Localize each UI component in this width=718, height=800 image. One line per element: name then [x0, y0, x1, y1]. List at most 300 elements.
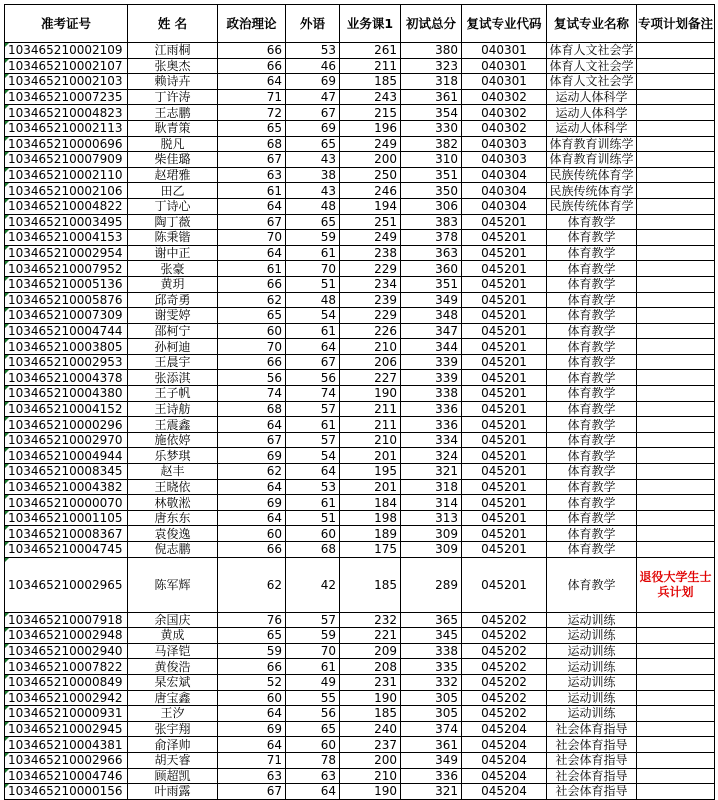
note-cell: [637, 628, 715, 644]
major-code-cell: 045201: [462, 401, 547, 417]
note-cell: [637, 479, 715, 495]
total-score-cell: 306: [401, 198, 462, 214]
politics-score-cell: 70: [218, 230, 286, 246]
course1-score-cell: 211: [340, 401, 401, 417]
note-cell: [637, 643, 715, 659]
table-row: [5, 784, 715, 800]
table-row: [5, 245, 715, 261]
total-score-cell: 330: [401, 120, 462, 136]
total-score-cell: 313: [401, 510, 462, 526]
major-code-cell: 040301: [462, 43, 547, 59]
language-score-cell: 68: [286, 542, 340, 558]
total-score-cell: 324: [401, 448, 462, 464]
language-score-cell: 53: [286, 43, 340, 59]
course1-score-cell: 251: [340, 214, 401, 230]
major-name-cell: 体育教学: [547, 448, 637, 464]
table-row: [5, 432, 715, 448]
note-cell: [637, 721, 715, 737]
course1-score-cell: 208: [340, 659, 401, 675]
name-cell: 王子帆: [128, 386, 218, 402]
exam-id-cell: 103465210007235: [5, 89, 128, 105]
major-code-cell: 040304: [462, 183, 547, 199]
total-score-cell: 374: [401, 721, 462, 737]
total-score-cell: 336: [401, 768, 462, 784]
language-score-cell: 60: [286, 737, 340, 753]
name-cell: 余国庆: [128, 612, 218, 628]
politics-score-cell: 60: [218, 526, 286, 542]
table-row: [5, 510, 715, 526]
table-row: [5, 464, 715, 480]
major-name-cell: 运动训练: [547, 706, 637, 722]
language-score-cell: 61: [286, 417, 340, 433]
note-cell: [637, 542, 715, 558]
course1-score-cell: 250: [340, 167, 401, 183]
major-code-cell: 040302: [462, 89, 547, 105]
note-cell: [637, 690, 715, 706]
exam-id-cell: 103465210002945: [5, 721, 128, 737]
name-cell: 邵柯宁: [128, 323, 218, 339]
name-cell: 马泽铠: [128, 643, 218, 659]
course1-score-cell: 185: [340, 74, 401, 90]
note-cell: [637, 214, 715, 230]
major-code-cell: 045202: [462, 612, 547, 628]
table-row: [5, 417, 715, 433]
total-score-cell: 332: [401, 674, 462, 690]
note-cell: [637, 308, 715, 324]
politics-score-cell: 59: [218, 643, 286, 659]
politics-score-cell: 67: [218, 784, 286, 800]
language-score-cell: 65: [286, 136, 340, 152]
table-row: [5, 612, 715, 628]
politics-score-cell: 62: [218, 557, 286, 612]
name-cell: 张添淇: [128, 370, 218, 386]
name-cell: 丁诗心: [128, 198, 218, 214]
politics-score-cell: 64: [218, 74, 286, 90]
name-cell: 王晓依: [128, 479, 218, 495]
language-score-cell: 43: [286, 152, 340, 168]
language-score-cell: 55: [286, 690, 340, 706]
major-code-cell: 045202: [462, 643, 547, 659]
course1-score-cell: 232: [340, 612, 401, 628]
table-row: [5, 323, 715, 339]
major-name-cell: 运动训练: [547, 612, 637, 628]
course1-score-cell: 231: [340, 674, 401, 690]
major-name-cell: 体育教学: [547, 526, 637, 542]
politics-score-cell: 64: [218, 245, 286, 261]
exam-id-cell: 103465210007909: [5, 152, 128, 168]
header-cell: 复试专业名称: [547, 5, 637, 43]
name-cell: 唐宝鑫: [128, 690, 218, 706]
major-code-cell: 045202: [462, 690, 547, 706]
name-cell: 赵丰: [128, 464, 218, 480]
major-code-cell: 045204: [462, 721, 547, 737]
total-score-cell: 318: [401, 74, 462, 90]
header-cell: 复试专业代码: [462, 5, 547, 43]
course1-score-cell: 194: [340, 198, 401, 214]
language-score-cell: 67: [286, 105, 340, 121]
major-code-cell: 045201: [462, 276, 547, 292]
language-score-cell: 74: [286, 386, 340, 402]
major-name-cell: 体育教学: [547, 386, 637, 402]
politics-score-cell: 69: [218, 495, 286, 511]
course1-score-cell: 185: [340, 557, 401, 612]
name-cell: 俞泽帅: [128, 737, 218, 753]
major-code-cell: 045201: [462, 261, 547, 277]
note-cell: [637, 464, 715, 480]
language-score-cell: 69: [286, 120, 340, 136]
major-code-cell: 045201: [462, 354, 547, 370]
course1-score-cell: 237: [340, 737, 401, 753]
name-cell: 黄俊浩: [128, 659, 218, 675]
header-cell: 业务课1: [340, 5, 401, 43]
name-cell: 王震鑫: [128, 417, 218, 433]
admission-table: [4, 4, 715, 800]
language-score-cell: 56: [286, 370, 340, 386]
major-name-cell: 运动训练: [547, 674, 637, 690]
major-code-cell: 040302: [462, 120, 547, 136]
table-row: [5, 198, 715, 214]
name-cell: 柴佳璐: [128, 152, 218, 168]
name-cell: 丁许涛: [128, 89, 218, 105]
table-row: [5, 401, 715, 417]
politics-score-cell: 66: [218, 58, 286, 74]
exam-id-cell: 103465210004152: [5, 401, 128, 417]
language-score-cell: 70: [286, 643, 340, 659]
language-score-cell: 70: [286, 261, 340, 277]
politics-score-cell: 66: [218, 659, 286, 675]
politics-score-cell: 64: [218, 706, 286, 722]
table-row: [5, 120, 715, 136]
note-cell: [637, 526, 715, 542]
major-code-cell: 045201: [462, 323, 547, 339]
politics-score-cell: 64: [218, 198, 286, 214]
politics-score-cell: 66: [218, 276, 286, 292]
language-score-cell: 65: [286, 721, 340, 737]
total-score-cell: 378: [401, 230, 462, 246]
major-code-cell: 045201: [462, 479, 547, 495]
total-score-cell: 354: [401, 105, 462, 121]
table-row: [5, 557, 715, 612]
note-cell: [637, 136, 715, 152]
name-cell: 倪志鹏: [128, 542, 218, 558]
major-name-cell: 社会体育指导: [547, 752, 637, 768]
major-code-cell: 045201: [462, 339, 547, 355]
table-row: [5, 448, 715, 464]
name-cell: 施依婷: [128, 432, 218, 448]
politics-score-cell: 67: [218, 214, 286, 230]
course1-score-cell: 240: [340, 721, 401, 737]
major-code-cell: 045201: [462, 230, 547, 246]
name-cell: 乐梦琪: [128, 448, 218, 464]
major-name-cell: 运动人体科学: [547, 89, 637, 105]
course1-score-cell: 201: [340, 448, 401, 464]
table-row: [5, 152, 715, 168]
total-score-cell: 350: [401, 183, 462, 199]
major-code-cell: 045201: [462, 245, 547, 261]
note-cell: [637, 495, 715, 511]
exam-id-cell: 103465210007309: [5, 308, 128, 324]
major-name-cell: 运动训练: [547, 628, 637, 644]
major-code-cell: 045204: [462, 784, 547, 800]
exam-id-cell: 103465210008367: [5, 526, 128, 542]
course1-score-cell: 243: [340, 89, 401, 105]
total-score-cell: 360: [401, 261, 462, 277]
total-score-cell: 351: [401, 167, 462, 183]
name-cell: 耿青策: [128, 120, 218, 136]
major-code-cell: 040304: [462, 198, 547, 214]
language-score-cell: 57: [286, 612, 340, 628]
major-name-cell: 体育教学: [547, 557, 637, 612]
exam-id-cell: 103465210002942: [5, 690, 128, 706]
politics-score-cell: 63: [218, 167, 286, 183]
total-score-cell: 339: [401, 370, 462, 386]
major-name-cell: 运动人体科学: [547, 120, 637, 136]
note-cell: [637, 183, 715, 199]
politics-score-cell: 68: [218, 401, 286, 417]
course1-score-cell: 201: [340, 479, 401, 495]
note-cell: [637, 401, 715, 417]
major-code-cell: 045201: [462, 417, 547, 433]
major-name-cell: 体育教学: [547, 245, 637, 261]
language-score-cell: 61: [286, 245, 340, 261]
major-name-cell: 体育教学: [547, 214, 637, 230]
major-code-cell: 045201: [462, 308, 547, 324]
exam-id-cell: 103465210002110: [5, 167, 128, 183]
name-cell: 田乙: [128, 183, 218, 199]
major-code-cell: 045204: [462, 768, 547, 784]
major-code-cell: 040301: [462, 58, 547, 74]
course1-score-cell: 195: [340, 464, 401, 480]
exam-id-cell: 103465210004822: [5, 198, 128, 214]
language-score-cell: 64: [286, 784, 340, 800]
major-code-cell: 045201: [462, 448, 547, 464]
major-name-cell: 民族传统体育学: [547, 198, 637, 214]
table-row: [5, 89, 715, 105]
politics-score-cell: 67: [218, 432, 286, 448]
major-name-cell: 体育教学: [547, 354, 637, 370]
table-row: [5, 386, 715, 402]
politics-score-cell: 67: [218, 152, 286, 168]
name-cell: 林敬淞: [128, 495, 218, 511]
table-row: [5, 136, 715, 152]
language-score-cell: 65: [286, 214, 340, 230]
note-cell: [637, 339, 715, 355]
name-cell: 胡天睿: [128, 752, 218, 768]
major-name-cell: 体育教学: [547, 401, 637, 417]
table-row: [5, 276, 715, 292]
course1-score-cell: 184: [340, 495, 401, 511]
table-row: [5, 214, 715, 230]
language-score-cell: 51: [286, 510, 340, 526]
language-score-cell: 56: [286, 706, 340, 722]
course1-score-cell: 206: [340, 354, 401, 370]
language-score-cell: 57: [286, 401, 340, 417]
note-cell: [637, 354, 715, 370]
table-row: [5, 721, 715, 737]
name-cell: 王晨宇: [128, 354, 218, 370]
name-cell: 陈军辉: [128, 557, 218, 612]
major-name-cell: 体育教学: [547, 370, 637, 386]
major-code-cell: 045201: [462, 464, 547, 480]
language-score-cell: 61: [286, 495, 340, 511]
major-code-cell: 045201: [462, 386, 547, 402]
major-code-cell: 045201: [462, 432, 547, 448]
language-score-cell: 53: [286, 479, 340, 495]
major-name-cell: 体育教学: [547, 308, 637, 324]
course1-score-cell: 249: [340, 230, 401, 246]
table-row: [5, 542, 715, 558]
exam-id-cell: 103465210003805: [5, 339, 128, 355]
table-row: [5, 370, 715, 386]
note-cell: [637, 323, 715, 339]
total-score-cell: 380: [401, 43, 462, 59]
exam-id-cell: 103465210002109: [5, 43, 128, 59]
politics-score-cell: 66: [218, 354, 286, 370]
course1-score-cell: 249: [340, 136, 401, 152]
total-score-cell: 336: [401, 401, 462, 417]
name-cell: 叶雨露: [128, 784, 218, 800]
table-row: [5, 308, 715, 324]
table-row: [5, 479, 715, 495]
table-row: [5, 752, 715, 768]
exam-id-cell: 103465210000070: [5, 495, 128, 511]
name-cell: 王志鹏: [128, 105, 218, 121]
header-cell: 准考证号: [5, 5, 128, 43]
note-cell: [637, 386, 715, 402]
major-code-cell: 045202: [462, 706, 547, 722]
language-score-cell: 51: [286, 276, 340, 292]
major-name-cell: 体育人文社会学: [547, 74, 637, 90]
major-code-cell: 045201: [462, 526, 547, 542]
exam-id-cell: 103465210004153: [5, 230, 128, 246]
total-score-cell: 321: [401, 464, 462, 480]
name-cell: 脱凡: [128, 136, 218, 152]
name-cell: 唐东东: [128, 510, 218, 526]
language-score-cell: 47: [286, 89, 340, 105]
name-cell: 袁俊逸: [128, 526, 218, 542]
exam-id-cell: 103465210007822: [5, 659, 128, 675]
language-score-cell: 78: [286, 752, 340, 768]
major-name-cell: 体育教学: [547, 464, 637, 480]
table-row: [5, 74, 715, 90]
politics-score-cell: 71: [218, 752, 286, 768]
total-score-cell: 309: [401, 526, 462, 542]
major-name-cell: 体育教学: [547, 339, 637, 355]
header-cell: 外语: [286, 5, 340, 43]
course1-score-cell: 211: [340, 417, 401, 433]
total-score-cell: 347: [401, 323, 462, 339]
politics-score-cell: 65: [218, 120, 286, 136]
table-row: [5, 526, 715, 542]
total-score-cell: 335: [401, 659, 462, 675]
exam-id-cell: 103465210003495: [5, 214, 128, 230]
major-code-cell: 040304: [462, 167, 547, 183]
language-score-cell: 64: [286, 339, 340, 355]
table-row: [5, 292, 715, 308]
table-body: [5, 43, 715, 800]
exam-id-cell: 103465210007952: [5, 261, 128, 277]
politics-score-cell: 76: [218, 612, 286, 628]
exam-id-cell: 103465210004381: [5, 737, 128, 753]
exam-id-cell: 103465210000296: [5, 417, 128, 433]
language-score-cell: 67: [286, 354, 340, 370]
note-cell: [637, 737, 715, 753]
note-cell: [637, 261, 715, 277]
table-row: [5, 167, 715, 183]
course1-score-cell: 175: [340, 542, 401, 558]
exam-id-cell: 103465210002106: [5, 183, 128, 199]
total-score-cell: 336: [401, 417, 462, 433]
major-name-cell: 体育教学: [547, 542, 637, 558]
table-row: [5, 706, 715, 722]
major-name-cell: 运动人体科学: [547, 105, 637, 121]
exam-id-cell: 103465210004823: [5, 105, 128, 121]
table-row: [5, 628, 715, 644]
course1-score-cell: 190: [340, 784, 401, 800]
course1-score-cell: 238: [340, 245, 401, 261]
major-name-cell: 体育教学: [547, 417, 637, 433]
header-cell: 初试总分: [401, 5, 462, 43]
header-row: [5, 5, 715, 43]
name-cell: 顾超凯: [128, 768, 218, 784]
note-cell: [637, 784, 715, 800]
politics-score-cell: 61: [218, 183, 286, 199]
exam-id-cell: 103465210002954: [5, 245, 128, 261]
table-row: [5, 354, 715, 370]
header-cell: 姓 名: [128, 5, 218, 43]
course1-score-cell: 229: [340, 308, 401, 324]
language-score-cell: 61: [286, 323, 340, 339]
politics-score-cell: 71: [218, 89, 286, 105]
total-score-cell: 351: [401, 276, 462, 292]
total-score-cell: 344: [401, 339, 462, 355]
total-score-cell: 348: [401, 308, 462, 324]
exam-id-cell: 103465210004380: [5, 386, 128, 402]
major-code-cell: 045201: [462, 542, 547, 558]
note-cell: [637, 768, 715, 784]
exam-id-cell: 103465210002966: [5, 752, 128, 768]
major-name-cell: 民族传统体育学: [547, 167, 637, 183]
total-score-cell: 289: [401, 557, 462, 612]
note-cell: [637, 276, 715, 292]
major-code-cell: 045201: [462, 370, 547, 386]
course1-score-cell: 239: [340, 292, 401, 308]
major-code-cell: 045201: [462, 557, 547, 612]
language-score-cell: 38: [286, 167, 340, 183]
major-code-cell: 045201: [462, 214, 547, 230]
total-score-cell: 361: [401, 89, 462, 105]
header-cell: 政治理论: [218, 5, 286, 43]
exam-id-cell: 103465210002940: [5, 643, 128, 659]
name-cell: 谢中正: [128, 245, 218, 261]
note-cell: [637, 417, 715, 433]
total-score-cell: 338: [401, 643, 462, 659]
politics-score-cell: 64: [218, 479, 286, 495]
language-score-cell: 60: [286, 526, 340, 542]
course1-score-cell: 261: [340, 43, 401, 59]
major-name-cell: 体育教学: [547, 323, 637, 339]
major-code-cell: 045201: [462, 292, 547, 308]
major-name-cell: 运动训练: [547, 690, 637, 706]
politics-score-cell: 69: [218, 721, 286, 737]
politics-score-cell: 68: [218, 136, 286, 152]
politics-score-cell: 66: [218, 542, 286, 558]
exam-id-cell: 103465210005136: [5, 276, 128, 292]
language-score-cell: 43: [286, 183, 340, 199]
table-row: [5, 659, 715, 675]
major-name-cell: 体育教学: [547, 510, 637, 526]
exam-id-cell: 103465210004944: [5, 448, 128, 464]
